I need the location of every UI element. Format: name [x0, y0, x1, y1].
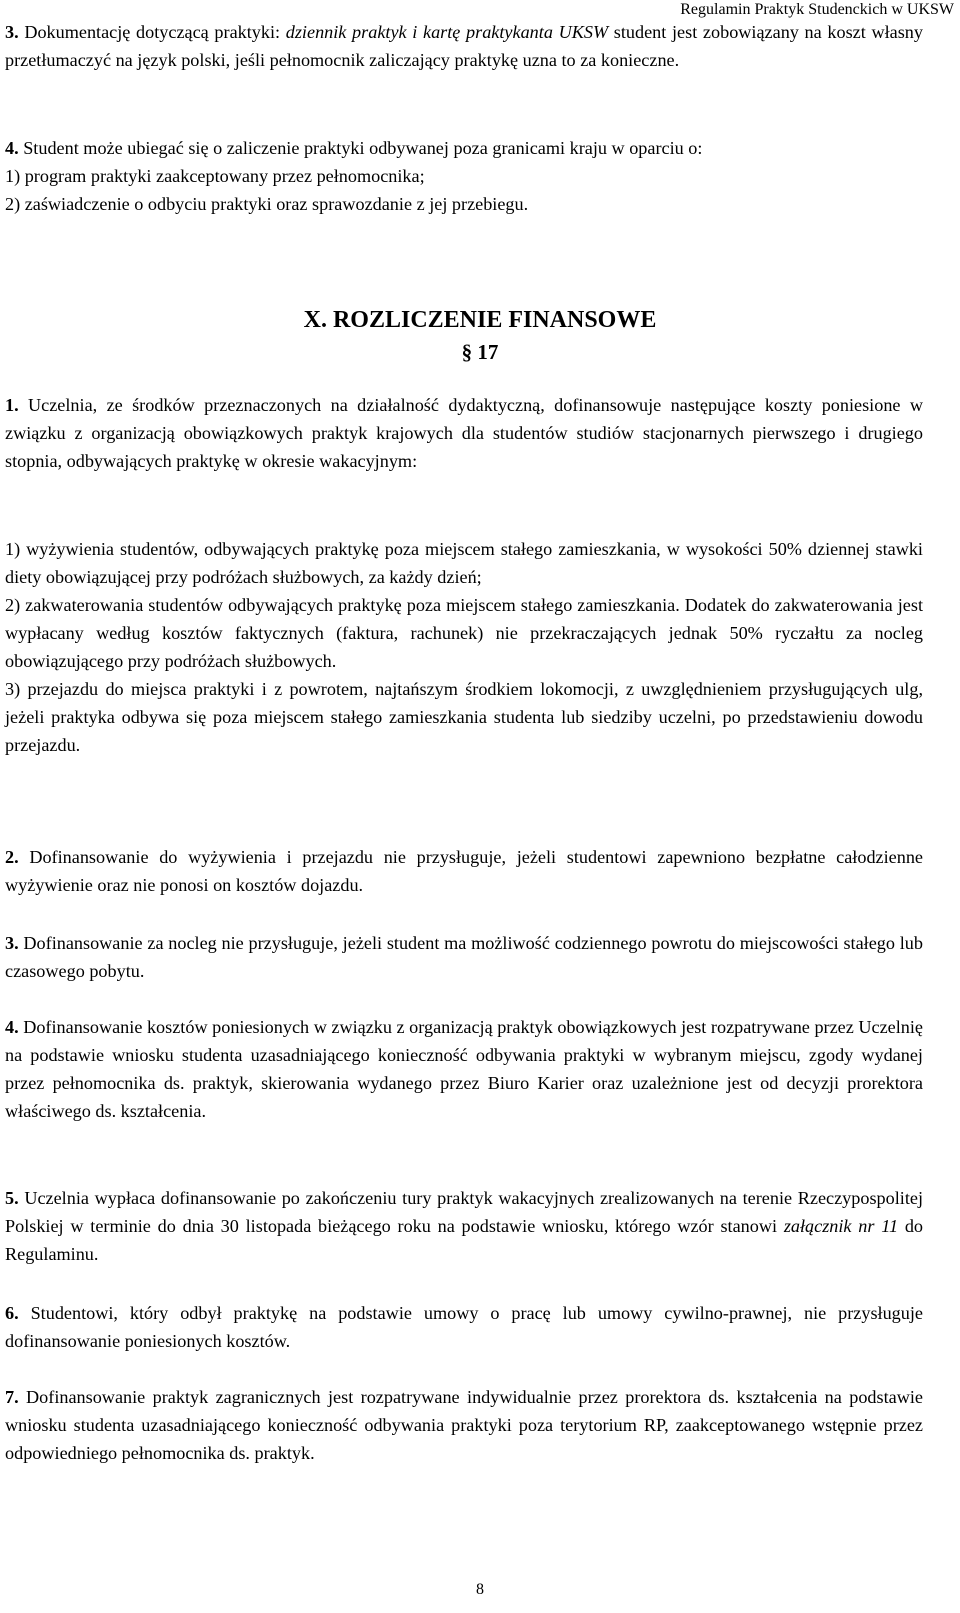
item-4-paragraph-b [5, 1013, 923, 1125]
item-number: 6. [5, 1303, 19, 1323]
item-2 [5, 843, 923, 899]
item-7 [5, 1383, 923, 1467]
paragraph-mark: § 17 [461, 340, 499, 364]
item-italic-text: załącznik nr 11 [783, 1216, 899, 1236]
item-text: do Regulaminu. [5, 1216, 923, 1264]
item-text: Dofinansowanie do wyżywienia i przejazdu nie przysługuje, jeżeli studentowi zapewniono bezpłatne całodzienne wyżywienie oraz nie ponosi on kosztów dojazdu. [5, 847, 923, 895]
item-italic-text: dziennik praktyk i kartę praktykanta UKSW [285, 22, 609, 42]
item-text: Student może ubiegać się o zaliczenie praktyki odbywanej poza granicami kraju w oparciu o: [18, 138, 703, 158]
page-number: 8 [476, 1581, 484, 1598]
item-text: Dofinansowanie za nocleg nie przysługuje, jeżeli student ma możliwość codziennego powrotu do miejscowości stałego lub czasowego pobytu. [5, 933, 923, 981]
item-text: Uczelnia wypłaca dofinansowanie po zakończeniu tury praktyk wakacyjnych zrealizowanych na terenie Rzeczypospolitej Polskiej w terminie do dnia 30 listopada bieżącego roku na podstawie wniosku, którego wzór stanowi [5, 1188, 923, 1236]
item-3-paragraph [5, 18, 923, 74]
item-text: Studentowi, który odbył praktykę na podstawie umowy o pracę lub umowy cywilno-prawnej, nie przysługuje dofinansowanie poniesionych kosztów. [5, 1303, 923, 1351]
item-3-documentation [5, 18, 923, 74]
item-2-paragraph [5, 843, 923, 899]
item-number: 3. [5, 933, 19, 953]
item-number: 1. [5, 395, 19, 415]
item-1-financing [5, 391, 923, 475]
item-5 [5, 1184, 923, 1268]
item-6 [5, 1299, 923, 1355]
item-text: student jest zobowiązany na koszt własny przetłumaczyć na język polski, jeśli pełnomocnik zaliczający praktykę uzna to za konieczne. [5, 22, 923, 70]
item-4-abroad [5, 134, 923, 218]
item-number: 2. [5, 847, 19, 867]
running-header: Regulamin Praktyk Studenckich w UKSW [680, 1, 954, 18]
item-number: 7. [5, 1387, 19, 1407]
item-number: 4. [5, 1017, 19, 1037]
item-number: 4. [5, 138, 19, 158]
item-7-paragraph [5, 1383, 923, 1467]
list-item: 1) wyżywienia studentów, odbywających praktykę poza miejscem stałego zamieszkania, w wysokości 50% dziennej stawki diety obowiązującej przy podróżach służbowych, za każdy dzień; [5, 539, 923, 587]
item-text: Dofinansowanie kosztów poniesionych w związku z organizacją praktyk obowiązkowych jest rozpatrywane przez Uczelnię na podstawie wniosku studenta uzasadniającego konieczność odbywania praktyki w wybranym miejscu, zgody wydanej przez pełnomocnika ds. praktyk, skierowania wydanego przez Biuro Karier oraz uzależnione jest od decyzji prorektora właściwego ds. kształcenia. [5, 1017, 923, 1121]
item-4-paragraph [5, 134, 923, 162]
list-item: 2) zaświadczenie o odbyciu praktyki oraz sprawozdanie z jej przebiegu. [5, 194, 529, 214]
item-text: Dofinansowanie praktyk zagranicznych jest rozpatrywane indywidualnie przez prorektora ds. kształcenia na podstawie wniosku studenta uzasadniającego konieczność odbywania praktyki poza terytorium RP, zaakceptowanego wstępnie przez odpowiedniego pełnomocnika ds. praktyk. [5, 1387, 923, 1463]
section-heading: X. ROZLICZENIE FINANSOWE [303, 307, 657, 333]
item-3-paragraph-b [5, 929, 923, 985]
item-5-paragraph [5, 1184, 923, 1268]
list-item: 3) przejazdu do miejsca praktyki i z powrotem, najtańszym środkiem lokomocji, z uwzględnieniem przysługujących ulg, jeżeli praktyka odbywa się poza miejscem stałego zamieszkania studenta lub siedziby uczelni, po przedstawieniu dowodu przejazdu. [5, 679, 923, 755]
list-item: 1) program praktyki zaakceptowany przez pełnomocnika; [5, 166, 425, 186]
item-1-sublist [5, 535, 923, 759]
item-3 [5, 929, 923, 985]
list-item: 2) zakwaterowania studentów odbywających praktykę poza miejscem stałego zamieszkania. Dodatek do zakwaterowania jest wypłacany według kosztów faktycznych (faktura, rachunek) nie przekraczających jednak 50% ryczałtu za nocleg obowiązującego przy podróżach służbowych. [5, 595, 923, 671]
item-6-paragraph [5, 1299, 923, 1355]
item-text: Uczelnia, ze środków przeznaczonych na działalność dydaktyczną, dofinansowuje następujące koszty poniesione w związku z organizacją obowiązkowych praktyk krajowych dla studentów studiów stacjonarnych pierwszego i drugiego stopnia, odbywających praktykę w okresie wakacyjnym: [5, 395, 923, 471]
item-number: 3. [5, 22, 19, 42]
item-number: 5. [5, 1188, 19, 1208]
item-4 [5, 1013, 923, 1125]
item-text: Dokumentację dotyczącą praktyki: [18, 22, 286, 42]
item-1-paragraph [5, 391, 923, 475]
